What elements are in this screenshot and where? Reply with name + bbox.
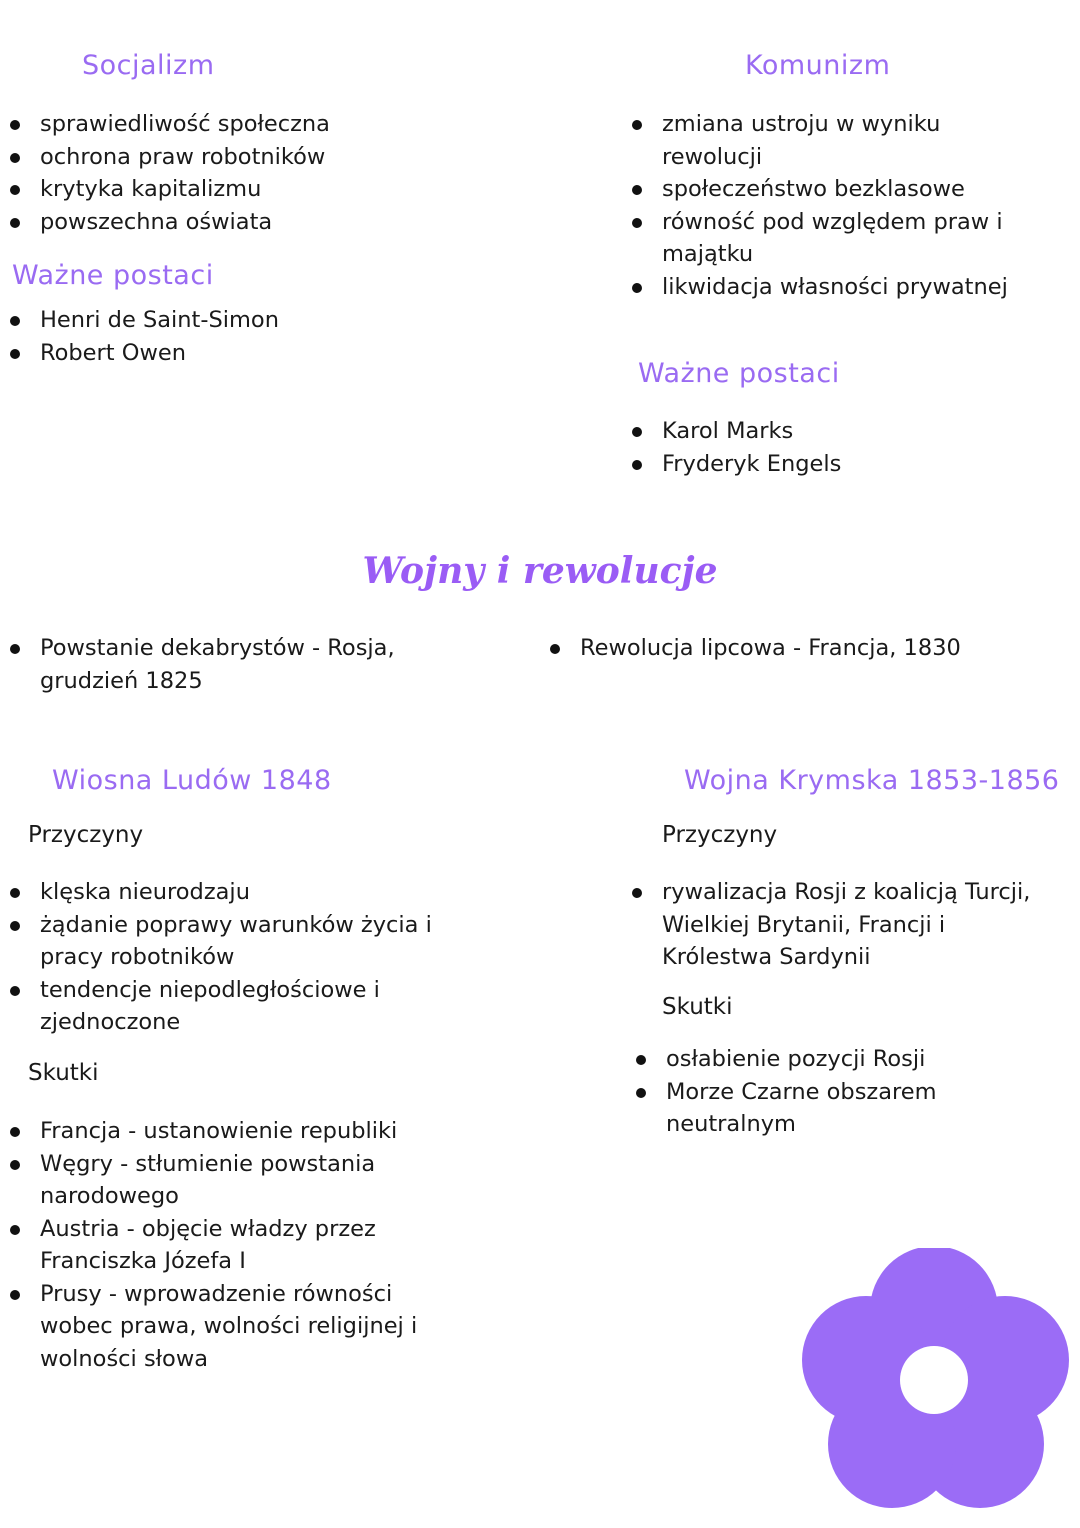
bullet-icon <box>636 1088 646 1098</box>
bullet-icon <box>10 218 20 228</box>
list-item: Francja - ustanowienie republiki <box>10 1115 440 1148</box>
communism-title: Komunizm <box>745 50 891 81</box>
flower-icon <box>800 1248 1070 1518</box>
list-item: rywalizacja Rosji z koalicją Turcji, Wielkiej Brytanii, Francji i Królestwa Sardynii <box>632 876 1062 974</box>
list-item: równość pod względem praw i majątku <box>632 206 1027 271</box>
bullet-icon <box>632 427 642 437</box>
bullet-icon <box>632 888 642 898</box>
crimea-effects-label: Skutki <box>662 994 733 1020</box>
bullet-icon <box>10 153 20 163</box>
crimea-effects-list <box>636 1043 1016 1141</box>
list-item: żądanie poprawy warunków życia i pracy robotników <box>10 909 460 974</box>
bullet-icon <box>10 1225 20 1235</box>
list-item: Henri de Saint-Simon <box>10 304 480 337</box>
socialism-figures-list <box>10 304 480 369</box>
list-item: Karol Marks <box>632 415 1027 448</box>
list-item: zmiana ustroju w wyniku rewolucji <box>632 108 1027 173</box>
bullet-icon <box>10 185 20 195</box>
communism-figures-list <box>632 415 1027 480</box>
list-item: osłabienie pozycji Rosji <box>636 1043 1016 1076</box>
flower-center <box>900 1346 968 1414</box>
list-item: tendencje niepodległościowe i zjednoczone <box>10 974 460 1039</box>
list-item: Węgry - stłumienie powstania narodowego <box>10 1148 440 1213</box>
bullet-icon <box>632 460 642 470</box>
crimea-title: Wojna Krymska 1853-1856 <box>684 765 1060 796</box>
list-item: Robert Owen <box>10 337 480 370</box>
crimea-causes-label: Przyczyny <box>662 822 778 848</box>
bullet-icon <box>10 1290 20 1300</box>
spring-effects-label: Skutki <box>28 1060 99 1086</box>
spring-causes-label: Przyczyny <box>28 822 144 848</box>
list-item: likwidacja własności prywatnej <box>632 271 1027 304</box>
bullet-icon <box>10 644 20 654</box>
spring-title: Wiosna Ludów 1848 <box>52 765 332 796</box>
list-item: Fryderyk Engels <box>632 448 1027 481</box>
list-item: klęska nieurodzaju <box>10 876 460 909</box>
crimea-causes-list <box>632 876 1062 974</box>
list-item: społeczeństwo bezklasowe <box>632 173 1027 206</box>
spring-causes-list <box>10 876 460 1039</box>
communism-figures-title: Ważne postaci <box>638 358 840 389</box>
bullet-icon <box>10 888 20 898</box>
bullet-icon <box>10 921 20 931</box>
section-title-wars: Wojny i rewolucje <box>362 550 718 592</box>
bullet-icon <box>10 316 20 326</box>
wars-right-list <box>550 632 1050 665</box>
list-item: Powstanie dekabrystów - Rosja, grudzień 1825 <box>10 632 440 697</box>
bullet-icon <box>10 1127 20 1137</box>
bullet-icon <box>632 120 642 130</box>
bullet-icon <box>10 986 20 996</box>
list-item: sprawiedliwość społeczna <box>10 108 480 141</box>
bullet-icon <box>10 349 20 359</box>
bullet-icon <box>10 120 20 130</box>
bullet-icon <box>632 185 642 195</box>
bullet-icon <box>550 644 560 654</box>
socialism-title: Socjalizm <box>82 50 215 81</box>
list-item: Austria - objęcie władzy przez Franciszka Józefa I <box>10 1213 440 1278</box>
socialism-list <box>10 108 480 238</box>
wars-left-list <box>10 632 440 697</box>
bullet-icon <box>636 1055 646 1065</box>
list-item: Rewolucja lipcowa - Francja, 1830 <box>550 632 1050 665</box>
communism-list <box>632 108 1027 303</box>
list-item: Morze Czarne obszarem neutralnym <box>636 1076 1016 1141</box>
socialism-figures-title: Ważne postaci <box>12 260 214 291</box>
list-item: powszechna oświata <box>10 206 480 239</box>
list-item: ochrona praw robotników <box>10 141 480 174</box>
list-item: krytyka kapitalizmu <box>10 173 480 206</box>
spring-effects-list <box>10 1115 440 1375</box>
bullet-icon <box>632 283 642 293</box>
bullet-icon <box>10 1160 20 1170</box>
list-item: Prusy - wprowadzenie równości wobec prawa, wolności religijnej i wolności słowa <box>10 1278 440 1376</box>
bullet-icon <box>632 218 642 228</box>
